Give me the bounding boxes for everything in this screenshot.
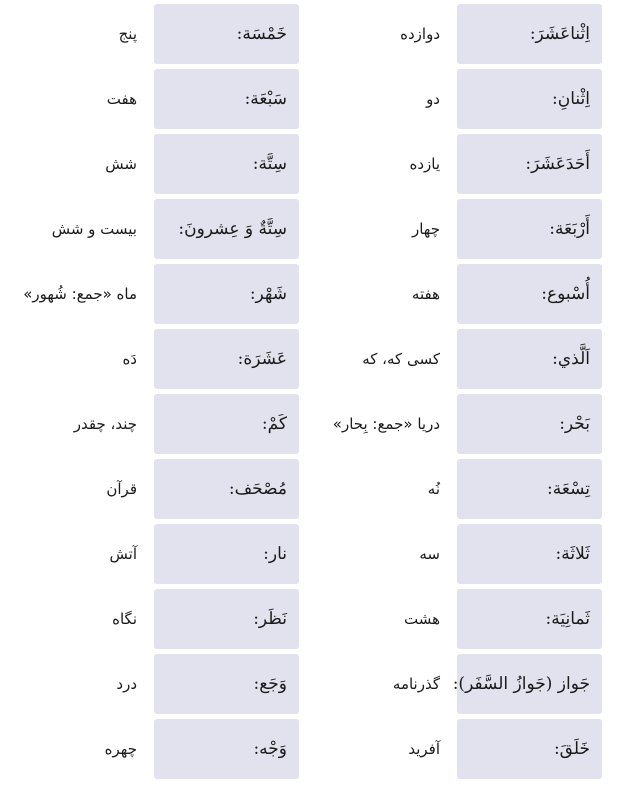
arabic-word-cell: عَشَرَة: — [154, 329, 299, 389]
arabic-word-cell: خَلَقَ: — [457, 719, 602, 779]
arabic-word-cell: وَجْه: — [154, 719, 299, 779]
arabic-word-cell: أَحَدَعَشَرَ: — [457, 134, 602, 194]
arabic-word-cell: نَظَر: — [154, 589, 299, 649]
arabic-word-cell: سِتَّةٌ وَ عِشرونَ: — [154, 199, 299, 259]
persian-meaning-cell: درد — [4, 654, 149, 714]
persian-meaning-cell: سه — [307, 524, 452, 584]
persian-meaning-cell: هفته — [307, 264, 452, 324]
arabic-word-cell: اِثْناعَشَرَ: — [457, 4, 602, 64]
persian-meaning-cell: آتش — [4, 524, 149, 584]
vocabulary-table-left — [4, 4, 299, 779]
arabic-word-cell: تِسْعَة: — [457, 459, 602, 519]
persian-meaning-cell: دوازده — [307, 4, 452, 64]
arabic-word-cell: اِثْنانِ: — [457, 69, 602, 129]
arabic-word-cell: وَجَع: — [154, 654, 299, 714]
arabic-word-cell: ثَلاثَة: — [457, 524, 602, 584]
arabic-word-cell: بَحْر: — [457, 394, 602, 454]
arabic-word-cell: اَلَّذي: — [457, 329, 602, 389]
persian-meaning-cell: ماه «جمع: شُهور» — [4, 264, 149, 324]
persian-meaning-cell: بیست و شش — [4, 199, 149, 259]
vocabulary-page — [4, 4, 602, 779]
persian-meaning-cell: گذرنامه — [307, 654, 452, 714]
persian-meaning-cell: چند، چقدر — [4, 394, 149, 454]
arabic-word-cell: أَرْبَعَة: — [457, 199, 602, 259]
arabic-word-cell: شَهْر: — [154, 264, 299, 324]
persian-meaning-cell: قرآن — [4, 459, 149, 519]
arabic-word-cell: خَمْسَة: — [154, 4, 299, 64]
persian-meaning-cell: دَه — [4, 329, 149, 389]
arabic-word-cell: سَبْعَة: — [154, 69, 299, 129]
persian-meaning-cell: چهار — [307, 199, 452, 259]
arabic-word-cell: نار: — [154, 524, 299, 584]
arabic-word-cell: جَواز (جَوازُ السَّفَر): — [457, 654, 602, 714]
arabic-word-cell: سِتَّة: — [154, 134, 299, 194]
arabic-word-cell: أُسْبوع: — [457, 264, 602, 324]
vocabulary-table-right — [307, 4, 602, 779]
persian-meaning-cell: نُه — [307, 459, 452, 519]
persian-meaning-cell: کسی که، که — [307, 329, 452, 389]
persian-meaning-cell: هشت — [307, 589, 452, 649]
persian-meaning-cell: دو — [307, 69, 452, 129]
persian-meaning-cell: پنج — [4, 4, 149, 64]
persian-meaning-cell: شش — [4, 134, 149, 194]
persian-meaning-cell: یازده — [307, 134, 452, 194]
persian-meaning-cell: دریا «جمع: بِحار» — [307, 394, 452, 454]
persian-meaning-cell: چهره — [4, 719, 149, 779]
arabic-word-cell: مُصْحَف: — [154, 459, 299, 519]
arabic-word-cell: ثَمانِيَة: — [457, 589, 602, 649]
arabic-word-cell: كَمْ: — [154, 394, 299, 454]
persian-meaning-cell: آفرید — [307, 719, 452, 779]
persian-meaning-cell: نگاه — [4, 589, 149, 649]
persian-meaning-cell: هفت — [4, 69, 149, 129]
